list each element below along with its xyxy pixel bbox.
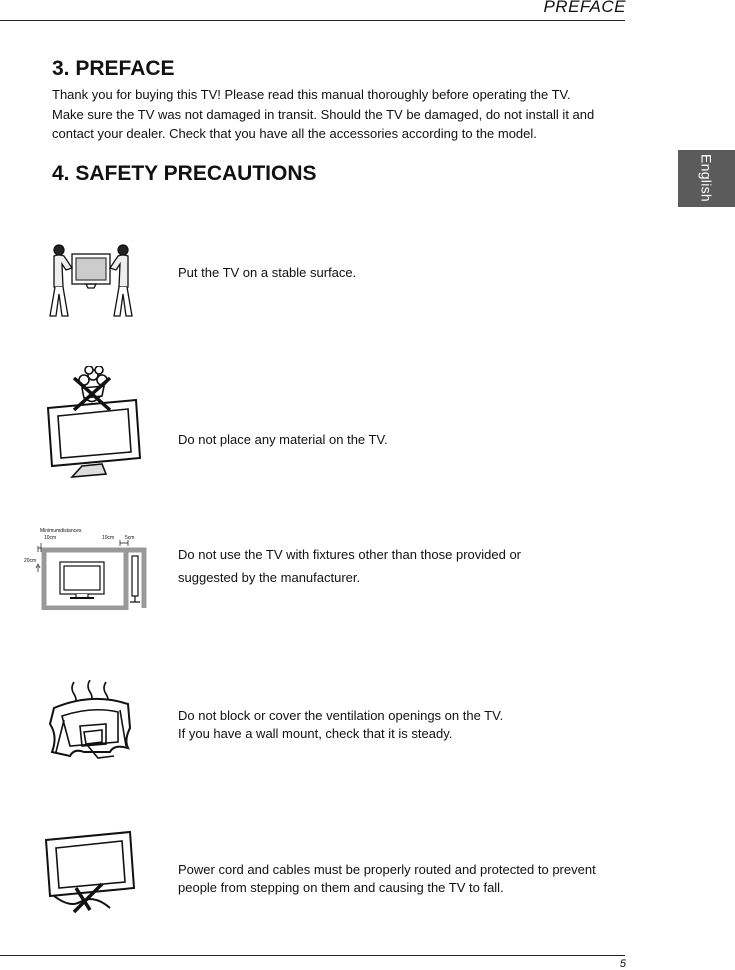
safety-item-line: Do not block or cover the ventilation openings on the TV. bbox=[178, 708, 504, 723]
safety-item-line: suggested by the manufacturer. bbox=[178, 570, 361, 585]
diagram-label-right: 10cm bbox=[102, 535, 115, 541]
header-rule bbox=[0, 20, 625, 21]
safety-item-line: people from stepping on them and causing the TV to fall. bbox=[178, 880, 504, 895]
safety-item-line: Power cord and cables must be properly routed and protected to prevent bbox=[178, 862, 596, 877]
diagram-label-back: 5cm bbox=[125, 535, 135, 541]
safety-item-line: Put the TV on a stable surface. bbox=[178, 265, 357, 280]
safety-item-1-text bbox=[178, 264, 618, 282]
covered-tv-ventilation-icon bbox=[44, 680, 142, 760]
preface-paragraph bbox=[52, 85, 612, 144]
tv-cable-warning-icon bbox=[40, 828, 140, 914]
diagram-title: Minimumdistances bbox=[40, 528, 82, 534]
preface-line: contact your dealer. Check that you have all the accessories according to the model. bbox=[52, 126, 537, 141]
footer-rule bbox=[0, 955, 625, 956]
preface-line: Thank you for buying this TV! Please read this manual thoroughly before operating the TV. bbox=[52, 87, 571, 102]
preface-heading: 3. PREFACE bbox=[52, 57, 175, 80]
safety-item-line: Do not place any material on the TV. bbox=[178, 432, 388, 447]
minimum-distances-diagram-icon bbox=[22, 526, 156, 610]
running-header: PREFACE bbox=[543, 0, 626, 16]
safety-item-3-text bbox=[178, 543, 618, 589]
safety-item-line: Do not use the TV with fixtures other than those provided or bbox=[178, 547, 522, 562]
safety-item-2-text bbox=[178, 431, 618, 449]
language-tab bbox=[678, 150, 735, 207]
safety-item-4-text bbox=[178, 707, 618, 743]
preface-line: Make sure the TV was not damaged in transit. Should the TV be damaged, do not install it and bbox=[52, 106, 595, 122]
safety-item-5-text bbox=[178, 861, 618, 897]
diagram-label-top: 20cm bbox=[24, 558, 37, 564]
no-objects-on-tv-icon bbox=[44, 366, 142, 480]
safety-item-line: If you have a wall mount, check that it is steady. bbox=[178, 726, 453, 741]
diagram-label-side: 10cm bbox=[44, 535, 57, 541]
safety-heading: 4. SAFETY PRECAUTIONS bbox=[52, 162, 317, 185]
language-tab-label: English bbox=[698, 154, 715, 203]
two-people-carrying-tv-icon bbox=[42, 242, 140, 320]
page-number: 5 bbox=[619, 958, 626, 970]
